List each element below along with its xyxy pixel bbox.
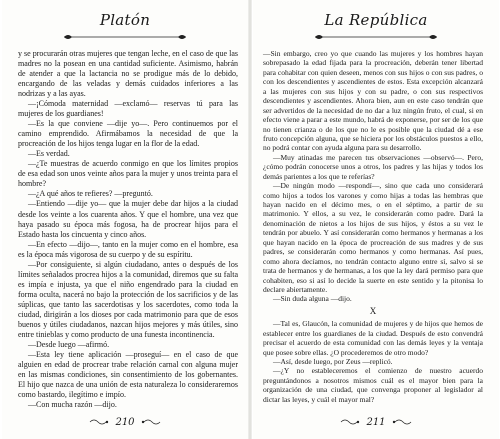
paragraph: —Así, desde luego, por Zeus —replicó. (273, 357, 393, 366)
paragraph: —¿Y no estableceremos el comienzo de nuestro acuerdo preguntándonos a nosotros mismos cuál es el mayor bien para la organización de una ciudad, que convenga proponer al legislador al dictar las leyes, y cuál el mayor mal? (263, 366, 483, 404)
page-number: 210 (115, 416, 135, 428)
paragraph: —¿A qué años te refieres? —preguntó. (28, 189, 153, 199)
paragraph: —Desde luego —afirmó. (28, 339, 110, 349)
paragraph: —En efecto —dijo—, tanto en la mujer como en el hombre, esa es la época más vigorosa de su cuerpo y de su espíritu. (18, 239, 238, 259)
paragraph: —De ningún modo —respondí—, sino que cada uno considerará como hijos a todos los varones y como hijas a todas las hembras que hayan nacido en el décimo mes, o en el séptimo, a partir de su matrimonio. Y ellos, a su vez, le considerarán como padre. Dará la denominación de nietos a los hijos de sus hijos, y éstos a su vez le tendrán por abuelo. Y así considerarán como hermanos y hermanas a los que hayan nacido en la época de procreación de sus madres y de sus padres, se considerarán como hermanos y como hermanas. Así pues, como ahora decíamos, no tendrán contacto alguno entre sí, salvo si se trata de hermanos y de hermanas, a los que la ley dará permiso para que cohabiten, eso si así lo decide la suerte en este sentido y la pitonisa lo declare abiertamente. (263, 181, 483, 294)
paragraph: y se procurarán otras mujeres que tengan leche, en el caso de que las madres no la posean en una cantidad suficiente. Asimismo, habrán de atender a que la lactancia no se prodigue más de lo debido, encargando de las veladas y demás cuidados inferiores a las nodrizas y a las ayas. (18, 49, 238, 99)
paragraph: —Con mucha razón —dijo. (28, 400, 117, 410)
paragraph: —¡Cómoda maternidad —exclamó— reservas tú para las mujeres de los guardianes! (18, 99, 238, 119)
body-text (18, 49, 238, 410)
body-text (263, 49, 483, 404)
left-page (2, 0, 248, 439)
footer-ornament-right-icon (392, 418, 412, 426)
header-ornament (253, 32, 499, 42)
running-header: Platón (99, 11, 151, 29)
paragraph: —Es la que conviene —dije yo—. Pero continuemos por el camino emprendido. Afirmábamos la necesidad de que la procreación de los hijos tenga lugar en la flor de la edad. (18, 119, 238, 149)
footer-ornament-left-icon (340, 418, 360, 426)
page-footer (253, 415, 499, 429)
footer-ornament-left-icon (89, 418, 109, 426)
section-heading: X (369, 305, 377, 316)
paragraph: —Muy atinadas me parecen tus observaciones —observó—. Pero, ¿cómo podrán conocerse unos a otros, los padres y las hijas y todos los demás parientes a los que te referías? (263, 152, 483, 181)
paragraph: —¿Te muestras de acuerdo conmigo en que los límites propios de esa edad son unos veinte años para la mujer y unos treinta para el hombre? (18, 159, 238, 189)
paragraph: —Sin duda alguna —dijo. (273, 294, 352, 304)
right-page (253, 0, 499, 439)
paragraph: —Tal es, Glaucón, la comunidad de mujeres y de hijos que hemos de establecer entre los guardianes de la ciudad. Después de esto convendrá precisar el acuerdo de esta comunidad con las demás leyes y la ventaja que posee sobre ellas. ¿O procederemos de otro modo? (263, 319, 483, 357)
paragraph: —Entiendo —dije yo— que la mujer debe dar hijos a la ciudad desde los veinte a los cuarenta años. Y que el hombre, una vez que haya pasado su época más fogosa, ha de procrear hijos para el Estado hasta los cincuenta y cinco años. (18, 199, 238, 239)
book-gutter (248, 0, 252, 439)
page-number: 211 (366, 416, 386, 428)
footer-ornament-right-icon (141, 418, 161, 426)
paragraph: —Por consiguiente, si algún ciudadano, antes o después de los límites señalados procrea hijos a la comunidad, diremos que su falta es impía e injusta, ya que el niño engendrado para la ciudad en forma oculta, nacerá no bajo la protección de los sacrificios y de las súplicas, que tanto las sacerdotisas y los sacerdotes, como toda la ciudad, dirigirán a los dioses por cada matrimonio para que de esos buenos y útiles ciudadanos, nazcan hijos mejores y más útiles, sino entre tinieblas y como producto de una funesta incontinencia. (18, 259, 238, 339)
paragraph: —Esta ley tiene aplicación —proseguí— en el caso de que alguien en edad de procrear trabe relación carnal con alguna mujer en las mismas condiciones, sin consentimiento de los gobernantes. El hijo que nazca de una unión de esta naturaleza lo consideraremos como bastardo, ilegítimo e impío. (18, 349, 238, 400)
page-footer (2, 415, 248, 429)
header-ornament (2, 32, 248, 42)
running-header: La República (324, 11, 428, 29)
paragraph: —Sin embargo, creo yo que cuando las mujeres y los hombres hayan sobrepasado la edad fijada para la procreación, deberán tener libertad para cohabitar con quien deseen, menos con sus hijos o con sus padres, o con los descendientes y ascendientes de estos. Esta excepción alcanzará a las mujeres con sus hijos y con su padre, o con sus respectivos descendientes y ascendientes. Ahora bien, aun en este caso tendrán que ser advertidos de la necesidad de no dar a luz ningún fruto, el cual, si en efecto viene a parar a este mundo, habrá de exponerse, por ser de los que no tienen crianza o de los que no le es posible que la ciudad dé a ese fruto concepción alguna, que se hiciera por los obstáculos puestos a ello, no podrá contar con ayuda alguna para su desarrollo. (263, 49, 483, 153)
paragraph: —Es verdad. (28, 149, 70, 159)
